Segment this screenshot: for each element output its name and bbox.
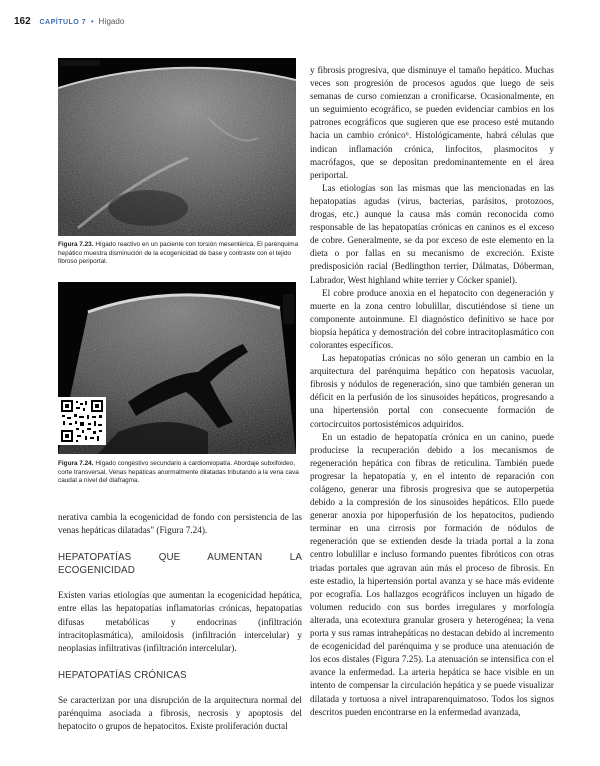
figure-7-24-text: Hígado congestivo secundario a cardiomiopatía. Abordaje subxifoideo, corte transversal. Venas hepáticas anormalmente dilatadas tributando a la vena cava caudal a nivel del diafragma.: [58, 460, 299, 485]
paragraph: Las etiologías son las mismas que las mencionadas en las hepatopatías agudas (virus, bacterias, parásitos, protozoos, drogas, etc.) aunque la causa más común reconocida como responsable de las hepatopatías crónicas en caninos es el exceso de cobre. Generalmente, se da por exceso de este elemento en la dieta o por fallas en su mecanismo de excreción. Existe predisposición racial (Bedlingthon terrier, Dálmatas, Dóberman, Labrador, West highland white terrier y Cócker spaniel).: [310, 182, 554, 285]
page-number: 162: [14, 16, 31, 27]
paragraph: Las hepatopatías crónicas no sólo generan un cambio en la arquitectura del parénquima hepático con hepatosis vacuolar, fibrosis y nódulos de regeneración, sino que también generan un déficit en la perfusión de los sinusoides hepáticos, progresando a una hipertensión portal con consecuente formación de cortocircuitos portosistémicos adquiridos.: [310, 353, 554, 429]
paragraph: Se caracterizan por una disrupción de la arquitectura normal del parénquima asociada a fibrosis, necrosis y apoptosis del hepatocito o grupos de hepatocitos. Existe proliferación ductal: [58, 694, 302, 732]
paragraph: y fibrosis progresiva, que disminuye el tamaño hepático. Muchas veces son progresión de procesos agudos que luego de seis semanas de curso comienzan a cronificarse. Ocasionalmente, en un seguimiento ecográfico, se pueden evidenciar cambios en los patrones ecográficos que sugieren que ese proceso esté mutando hacia un cambio crónico⁶. Histológicamente, habrá células que indican inflamación crónica, linfocitos, plasmocitos y macrófagos, que se depositan predominantemente en el área periportal.: [310, 65, 554, 180]
right-column-text: [310, 64, 554, 719]
chapter-title: Hígado: [98, 17, 125, 26]
figure-7-23-text: Hígado reactivo en un paciente con torsión mesentérica. El parénquima hepático muestra disminución de la ecogenicidad de base y contraste con el tejido fibroso periportal.: [58, 241, 299, 266]
page-header: [14, 16, 124, 27]
figure-7-23-caption: [58, 241, 302, 267]
figure-7-24-caption: [58, 460, 302, 486]
header-separator: •: [90, 17, 94, 26]
paragraph: En un estadio de hepatopatía crónica en un canino, puede producirse la recuperación debido a los mecanismos de regeneración hepática con fibras de reticulina. También puede progresar la hepatopatía y, en el intento de reparación con colágeno, generar una fibrosis progresiva que se autoperpetúa debido a la compresión de los sinusoides hepáticos. Ello puede generar anoxia por hipoperfusión de los hepatocitos, pudiendo terminar en una cirrosis por formación de nódulos de regeneración que se extienden desde la triada portal a la zona centro lobulillar e incluso formando puentes fibróticos con otras triadas portales que agravan aún más el proceso de fibrosis. En este estadio, la hipertensión portal avanza y se hace más evidente por ecografía. Los hallazgos ecográficos incluyen un hígado de volumen reducido con sus bordes irregulares y morfología alterada, una ecotextura granular grosera y heterogénea; la vena porta y sus ramas intrahepáticas no destacan debido al incremento de ecogenicidad del parénquima y se produce una atenuación de los ecos distales (Figura 7.25). La atenuación se intensifica con el avance la enfermedad. La arteria hepática se hace visible en un intento de compensar la circulación hepática y se puede visualizar dilatada y tortuosa a nivel intraparenquimatoso. Todos los signos descritos pueden encontrarse en la enfermedad avanzada,: [310, 431, 554, 717]
left-column-text: [58, 511, 302, 733]
chapter-label: CAPÍTULO 7: [39, 19, 87, 26]
section-heading: HEPATOPATÍAS CRÓNICAS: [58, 669, 187, 681]
paragraph: El cobre produce anoxia en el hepatocito con degeneración y muerte en la zona centro lobulillar, discutiéndose si tiene un componente autoinmune. El diagnóstico definitivo se hace por biopsia hepática y demostración del cobre intracitoplasmático con colorantes específicos.: [310, 287, 554, 350]
paragraph: nerativa cambia la ecogenicidad de fondo con persistencia de las venas hepáticas dilatadas" (Figura 7.24).: [58, 512, 302, 536]
qr-code[interactable]: [58, 397, 106, 445]
ultrasound-image-7-23: [58, 58, 296, 236]
section-heading: HEPATOPATÍAS QUE AUMENTAN LA ECOGENICIDAD: [58, 552, 302, 577]
paragraph: Existen varias etiologías que aumentan la ecogenicidad hepática, entre ellas las hepatopatías inflamatorias crónicas, hepatopatías difusas metabólicas y endocrinas (infiltración intracitoplasmática), amiloidosis (infiltración intercelular) y neoplasias infiltrativas (infiltración intercelular).: [58, 590, 302, 653]
figure-7-23-label: Figura 7.23.: [58, 241, 94, 248]
figure-7-24-label: Figura 7.24.: [58, 460, 94, 467]
